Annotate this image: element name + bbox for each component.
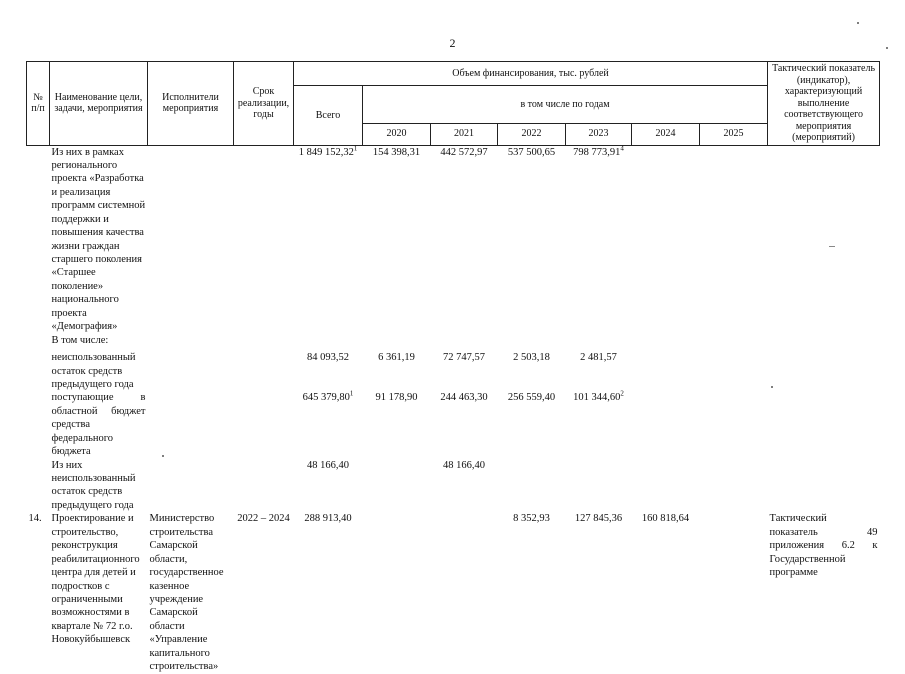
row-y2022 bbox=[498, 459, 566, 513]
table-row bbox=[27, 391, 880, 458]
row-y2022: 256 559,40 bbox=[507, 392, 556, 404]
table-row bbox=[27, 334, 880, 351]
header-year: 2022 bbox=[498, 123, 566, 145]
scan-speck bbox=[771, 386, 773, 388]
scan-speck bbox=[162, 455, 164, 457]
row-executors bbox=[148, 459, 234, 513]
row-y2024: 160 818,64 bbox=[641, 513, 690, 525]
scan-speck bbox=[886, 47, 888, 49]
table-header bbox=[27, 62, 880, 146]
row-y2021: 442 572,97 bbox=[440, 146, 488, 158]
row-executors bbox=[148, 145, 234, 334]
row-executors bbox=[148, 334, 234, 351]
footnote-mark: 4 bbox=[620, 144, 624, 152]
table-row bbox=[27, 512, 880, 673]
header-by-years: в том числе по годам bbox=[363, 86, 768, 124]
row-y2020 bbox=[363, 459, 431, 513]
row-y2021: 244 463,30 bbox=[440, 392, 488, 404]
row-total bbox=[294, 334, 363, 351]
row-y2023: 127 845,36 bbox=[574, 513, 623, 525]
page-number: 2 bbox=[449, 36, 456, 50]
row-y2023 bbox=[566, 459, 632, 513]
header-indicator: Тактический показатель (индикатор), характеризующий выполнение соответствующего мероприятия (мероприятий) bbox=[768, 62, 880, 146]
header-name: Наименование цели, задачи, мероприятия bbox=[50, 62, 148, 146]
row-name: неиспользованный остаток средств предыдущего года bbox=[51, 352, 136, 390]
footnote-mark: 1 bbox=[353, 144, 358, 152]
row-executors bbox=[148, 351, 234, 391]
row-number bbox=[27, 459, 50, 513]
row-y2025 bbox=[700, 391, 768, 458]
row-total: 48 166,40 bbox=[307, 459, 349, 471]
row-number bbox=[27, 334, 50, 351]
row-name: поступающие в областной бюджет средства федерального бюджета bbox=[51, 392, 146, 458]
row-y2020 bbox=[363, 512, 431, 673]
row-y2022 bbox=[498, 334, 566, 351]
scan-speck bbox=[829, 246, 835, 247]
row-term bbox=[234, 459, 294, 513]
row-y2022: 537 500,65 bbox=[507, 146, 556, 158]
header-number: № п/п bbox=[27, 62, 50, 146]
row-indicator: Тактический показатель 49 приложения 6.2 к Государственной программе bbox=[769, 513, 878, 579]
row-total: 84 093,52 bbox=[307, 352, 349, 364]
header-year: 2023 bbox=[566, 123, 632, 145]
row-y2025 bbox=[700, 334, 768, 351]
row-number bbox=[27, 145, 50, 334]
row-executors: Министерство строительства Самарской области, государственное казенное учреждение Самарской области «Управление капитального строительства» bbox=[149, 513, 224, 673]
row-term bbox=[234, 145, 294, 334]
row-name: Проектирование и строительство, реконструкция реабилитационного центра для детей и подростков с ограниченными возможностями в квартале № 72 г.о. Новокуйбышевск bbox=[51, 513, 140, 646]
row-total: 645 379,80$^1$ bbox=[302, 389, 354, 404]
row-y2023: 2 481,57 bbox=[580, 352, 617, 364]
header-year: 2020 bbox=[363, 123, 431, 145]
row-y2025 bbox=[700, 512, 768, 673]
scan-speck bbox=[857, 22, 859, 24]
table-row bbox=[27, 145, 880, 334]
table-body bbox=[27, 145, 880, 674]
row-term bbox=[234, 334, 294, 351]
row-term bbox=[234, 351, 294, 391]
financing-table bbox=[26, 61, 880, 674]
row-y2020 bbox=[363, 334, 431, 351]
header-term: Срок реализации, годы bbox=[234, 62, 294, 146]
row-y2022: 2 503,18 bbox=[513, 352, 550, 364]
row-number: 14. bbox=[28, 513, 42, 525]
row-number bbox=[27, 351, 50, 391]
row-y2024 bbox=[632, 334, 700, 351]
row-term bbox=[234, 391, 294, 458]
footnote-mark: 2 bbox=[620, 389, 624, 398]
footnote-mark: 1 bbox=[349, 389, 354, 398]
header-year: 2024 bbox=[632, 123, 700, 145]
row-y2022: 8 352,93 bbox=[513, 513, 550, 525]
row-y2023 bbox=[566, 334, 632, 351]
row-y2020: 154 398,31 bbox=[372, 146, 421, 158]
row-y2024 bbox=[632, 351, 700, 391]
row-number bbox=[27, 391, 50, 458]
row-indicator bbox=[768, 459, 880, 513]
table-row bbox=[27, 351, 880, 391]
row-y2023: 101 344,60$^2$ bbox=[573, 389, 624, 404]
row-total: 1 849 152,32$^1$ bbox=[298, 144, 358, 158]
header-year: 2025 bbox=[700, 123, 768, 145]
row-y2025 bbox=[700, 459, 768, 513]
row-y2020: 91 178,90 bbox=[375, 392, 418, 404]
header-executors: Исполнители мероприятия bbox=[148, 62, 234, 146]
header-total: Всего bbox=[294, 86, 363, 146]
row-indicator bbox=[768, 351, 880, 391]
row-indicator bbox=[768, 334, 880, 351]
row-y2021 bbox=[431, 334, 498, 351]
table-row bbox=[27, 459, 880, 513]
row-indicator bbox=[768, 391, 880, 458]
row-y2021: 72 747,57 bbox=[443, 352, 485, 364]
row-total: 288 913,40 bbox=[304, 513, 352, 525]
row-executors bbox=[148, 391, 234, 458]
row-name: Из них неиспользованный остаток средств предыдущего года bbox=[51, 459, 136, 511]
row-name: В том числе: bbox=[51, 334, 109, 346]
row-y2024 bbox=[632, 145, 700, 334]
row-name: Из них в рамках регионального проекта «Разработка и реализация программ системной поддержки и повышения качества жизни граждан старшего поколения «Старшее поколение» национального проекта «Демография» bbox=[51, 146, 146, 333]
row-y2025 bbox=[700, 145, 768, 334]
header-year: 2021 bbox=[431, 123, 498, 145]
row-indicator bbox=[768, 145, 880, 334]
row-y2023: 798 773,91$^4$ bbox=[573, 144, 624, 158]
row-y2021: 48 166,40 bbox=[443, 459, 485, 471]
row-y2025 bbox=[700, 351, 768, 391]
row-y2024 bbox=[632, 459, 700, 513]
row-y2020: 6 361,19 bbox=[378, 352, 415, 364]
row-y2024 bbox=[632, 391, 700, 458]
header-financing: Объем финансирования, тыс. рублей bbox=[294, 62, 768, 86]
row-y2021 bbox=[431, 512, 498, 673]
row-term: 2022 – 2024 bbox=[237, 513, 290, 525]
